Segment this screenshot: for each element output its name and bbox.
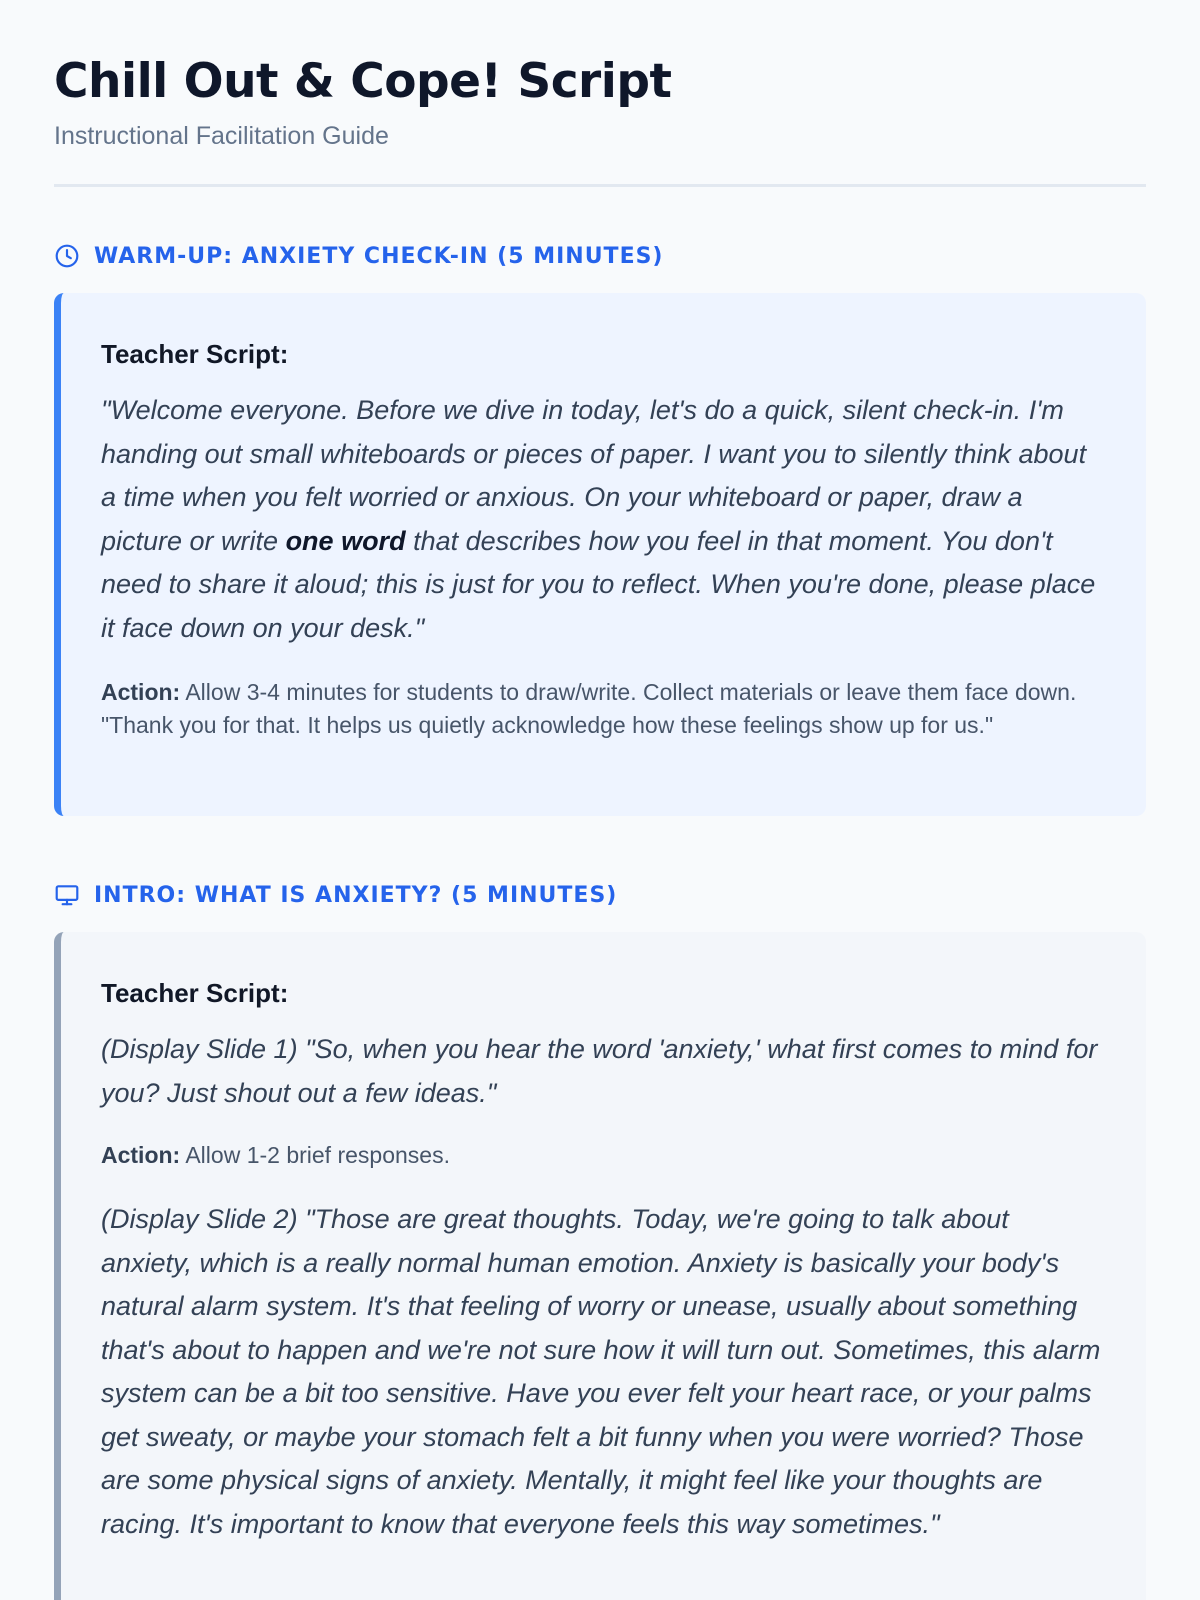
page-subtitle: Instructional Facilitation Guide bbox=[54, 122, 389, 150]
header-divider bbox=[54, 184, 1146, 187]
teacher-script-quote-slide-2: (Display Slide 2) "Those are great thoughts. Today, we're going to talk about anxiety, which is a really normal human emotion. Anxiety is basically your body's natural alarm system. It's that feeling of worry or unease, usually about something that's about to happen and we're not sure how it will turn out. Sometimes, this alarm system can be a bit too sensitive. Have you ever felt your heart race, or your palms get sweaty, or maybe your stomach felt a bit funny when you were worried? Those are some physical signs of anxiety. Mentally, it might feel like your thoughts are racing. It's important to know that everyone feels this way sometimes." bbox=[101, 1204, 1101, 1539]
action-label: Action: bbox=[101, 1142, 181, 1168]
action-note bbox=[101, 1139, 1106, 1172]
action-text: Allow 3-4 minutes for students to draw/write. Collect materials or leave them face down. "Thank you for that. It helps us quietly acknowledge how these feelings show up for us." bbox=[101, 679, 1077, 738]
teacher-script-label: Teacher Script: bbox=[101, 339, 289, 369]
intro-script-card bbox=[54, 932, 1146, 1600]
section-heading-text: WARM-UP: ANXIETY CHECK-IN (5 MINUTES) bbox=[94, 243, 664, 269]
section-heading-text: INTRO: WHAT IS ANXIETY? (5 MINUTES) bbox=[94, 882, 618, 908]
section-heading-intro bbox=[54, 880, 1146, 910]
clock-icon bbox=[54, 243, 80, 269]
action-label: Action: bbox=[101, 679, 181, 705]
quote-text-end: that describes how you feel in that moment. You don't need to share it aloud; this is just for you to reflect. When you're done, please place it face down on your desk." bbox=[101, 525, 1096, 643]
teacher-script-quote-slide-1: (Display Slide 1) "So, when you hear the word 'anxiety,' what first comes to mind for you? Just shout out a few ideas." bbox=[101, 1034, 1098, 1108]
warm-up-script-card bbox=[54, 293, 1146, 816]
quote-emphasis: one word bbox=[285, 525, 406, 556]
quote-text-start: "Welcome everyone. Before we dive in today, let's do a quick, silent check-in. I'm handing out small whiteboards or pieces of paper. I want you to silently think about a time when you felt worried or anxious. On your whiteboard or paper, draw a picture or write bbox=[101, 395, 1087, 556]
action-note bbox=[101, 676, 1100, 742]
action-text: Allow 1-2 brief responses. bbox=[185, 1142, 450, 1168]
section-heading-warm-up bbox=[54, 241, 1146, 271]
teacher-script-quote bbox=[101, 389, 1100, 650]
monitor-icon bbox=[54, 882, 80, 908]
teacher-script-label: Teacher Script: bbox=[101, 978, 289, 1008]
page-title: Chill Out & Cope! Script bbox=[54, 54, 672, 109]
